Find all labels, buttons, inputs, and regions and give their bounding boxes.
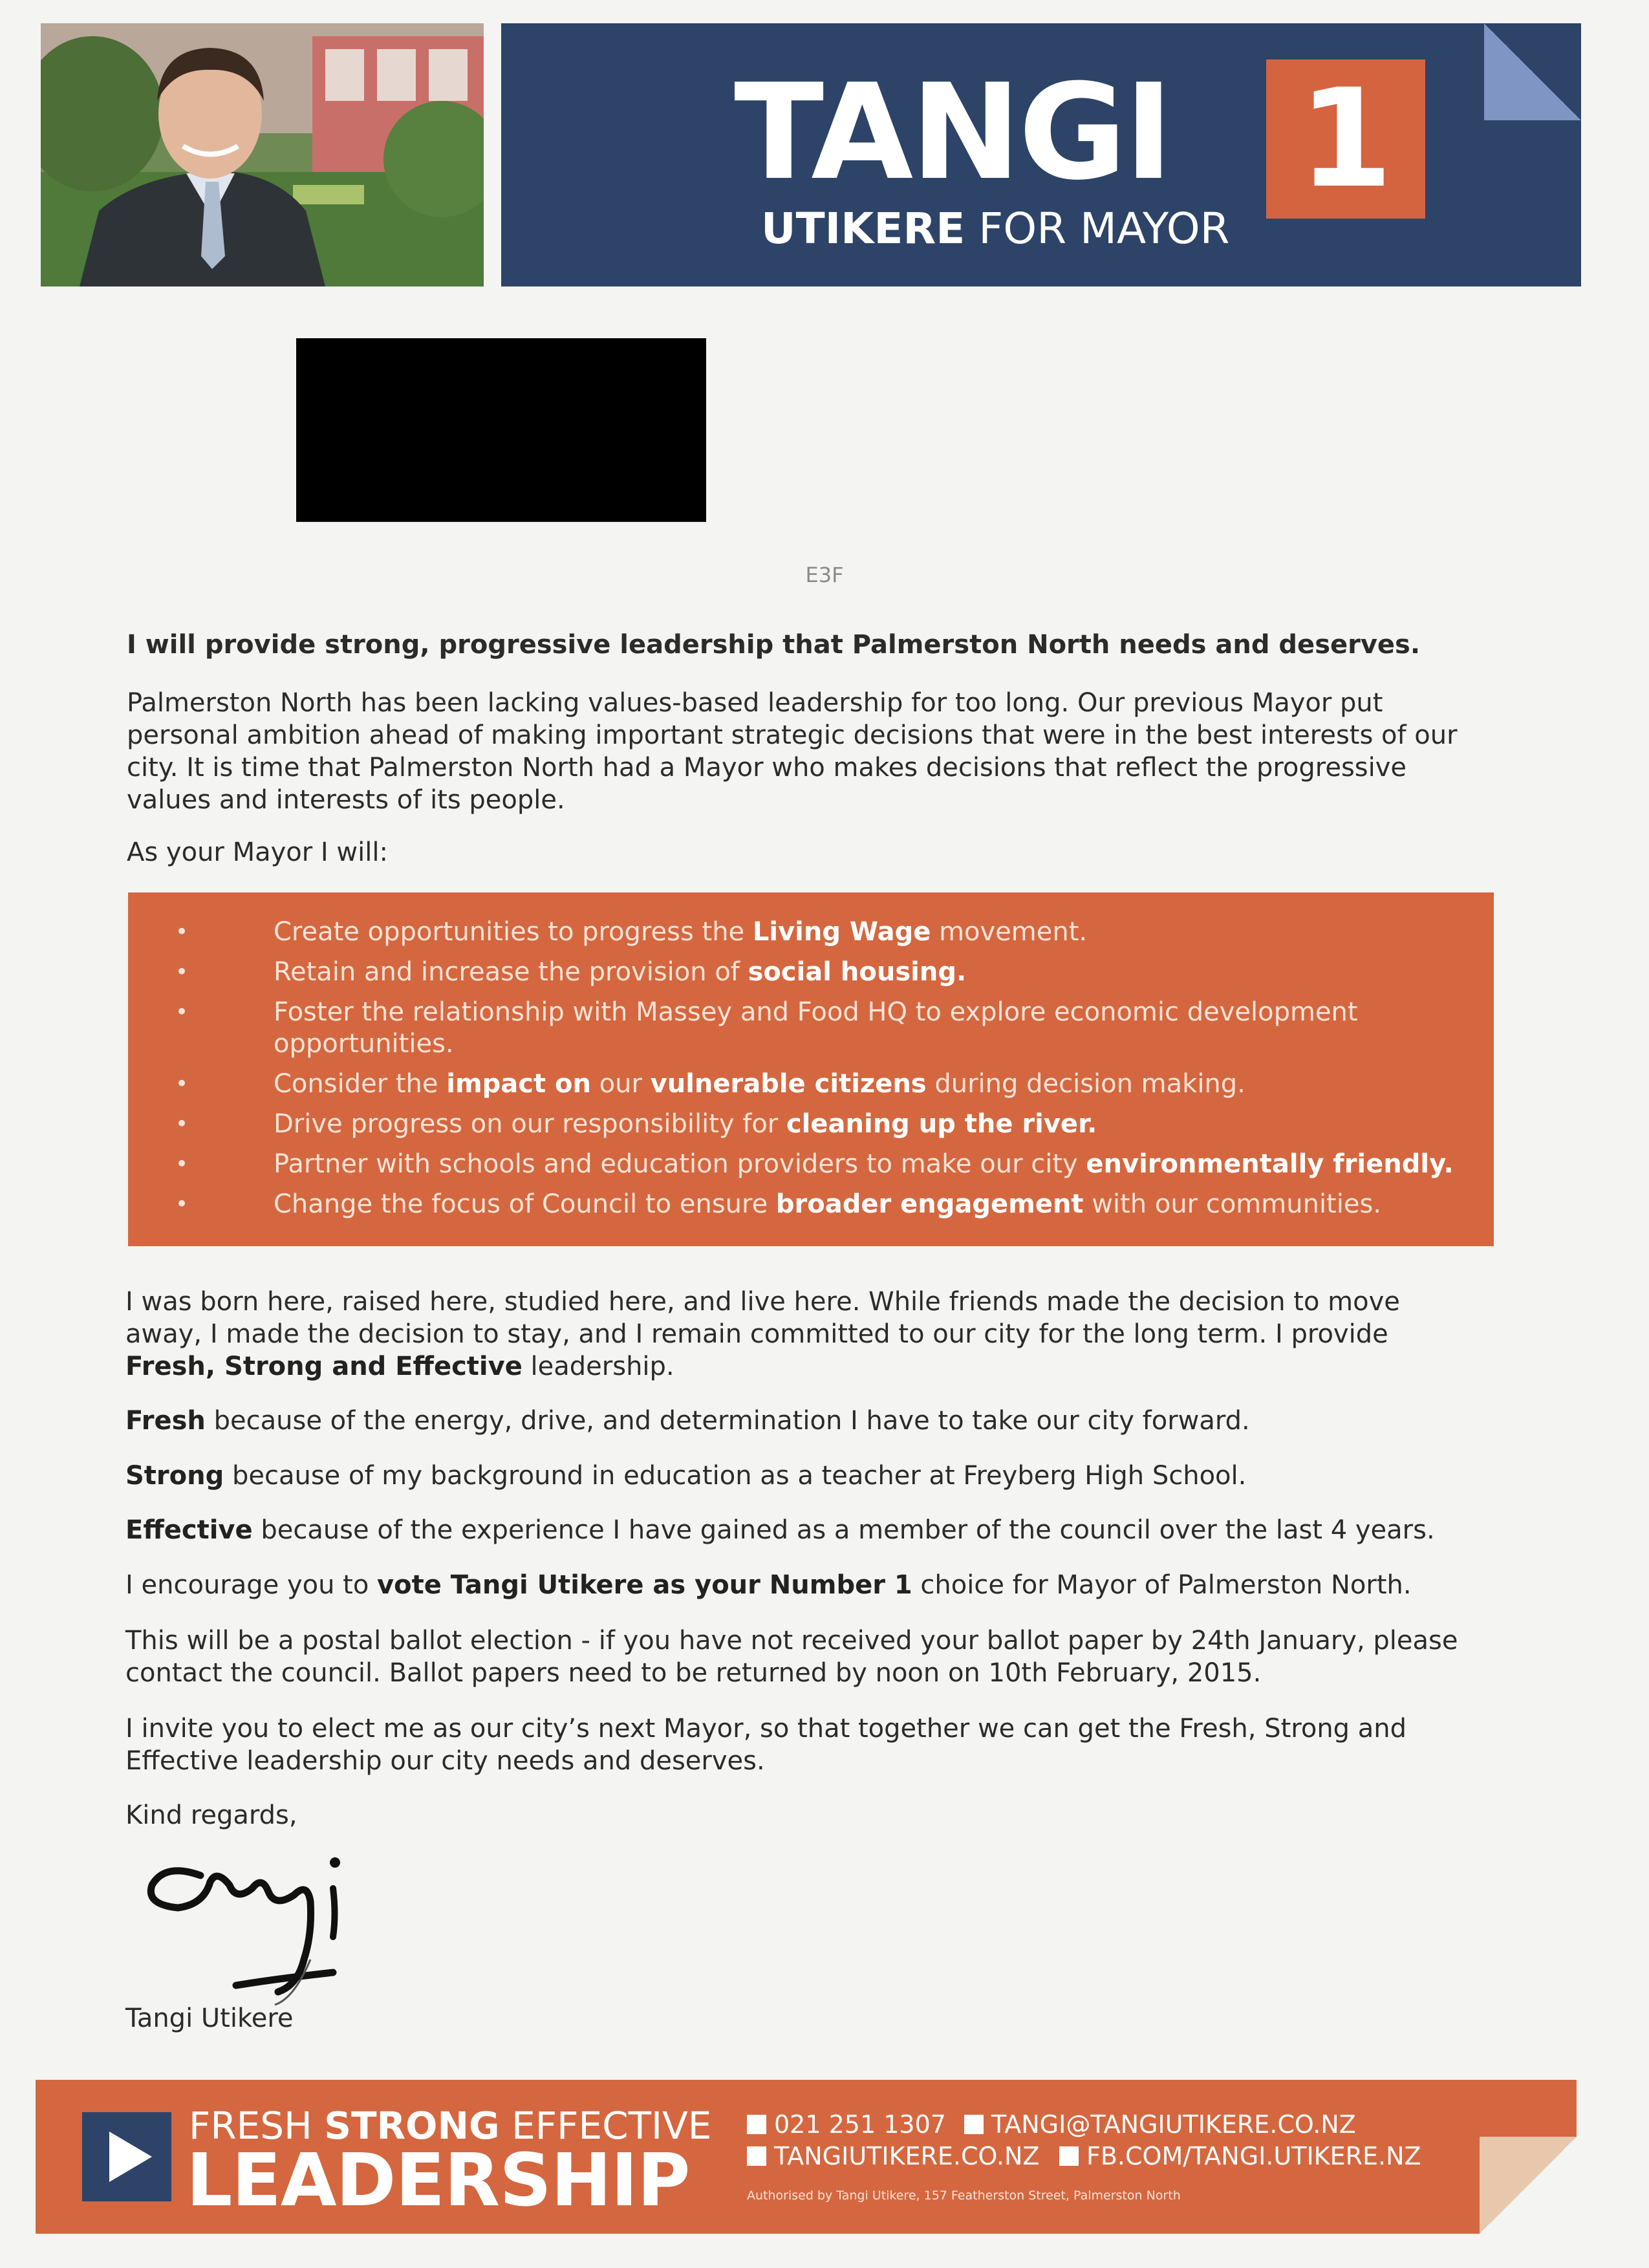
- play-icon: [82, 2112, 171, 2201]
- contact-phone: 021 251 1307: [747, 2112, 946, 2137]
- header-banner: [501, 23, 1581, 286]
- mailing-code: E3F: [805, 563, 844, 587]
- effective-paragraph: Effective because of the experience I have gained as a member of the council over the last 4 years.: [125, 1515, 1435, 1545]
- number-one-badge: 1: [1266, 59, 1425, 219]
- as-mayor-lead-in: As your Mayor I will:: [127, 837, 388, 867]
- tagline-top: FRESH STRONG EFFECTIVE: [189, 2104, 712, 2148]
- bullet-square-icon: [964, 2115, 984, 2134]
- background-paragraph: I was born here, raised here, studied here, and live here. While friends made the decision to move away, I made the decision to stay, and I remain committed to our city for the long term. I provide Fresh, Strong and Effective leadership.: [125, 1287, 1400, 1381]
- invitation-paragraph: I invite you to elect me as our city’s next Mayor, so that together we can get the Fresh, Strong and Effective leadership our city needs and deserves.: [125, 1714, 1407, 1776]
- fresh-paragraph: Fresh because of the energy, drive, and determination I have to take our city forward.: [125, 1406, 1250, 1436]
- strong-paragraph: Strong because of my background in education as a teacher at Freyberg High School.: [125, 1461, 1247, 1491]
- signatory-name: Tangi Utikere: [125, 2003, 294, 2033]
- redacted-address-block: [296, 338, 706, 522]
- vote-encouragement: I encourage you to vote Tangi Utikere as your Number 1 choice for Mayor of Palmerston North.: [125, 1570, 1412, 1600]
- contact-email: TANGI@TANGIUTIKERE.CO.NZ: [964, 2112, 1356, 2137]
- contact-facebook: FB.COM/TANGI.UTIKERE.NZ: [1059, 2144, 1421, 2168]
- bullet-square-icon: [747, 2115, 766, 2134]
- policy-list-box: • Create opportunities to progress the Living Wage movement. • Retain and increase the provision of social housing. • Foster the relationship with Massey and Food HQ to explore economic development opportunities. • Consider the impact on our vulnerable citizens during decision making. • Drive progress on our responsibility for cleaning up the river. • Partner with schools and education providers to make our city environmentally friendly. • Change the focus of Council to ensure broader engagement with our communities.: [128, 892, 1494, 1246]
- bullet-square-icon: [747, 2146, 766, 2166]
- tagline-leadership: LEADERSHIP: [186, 2139, 690, 2223]
- closing-salutation: Kind regards,: [125, 1800, 297, 1830]
- footer-banner: [36, 2080, 1577, 2234]
- contact-website: TANGIUTIKERE.CO.NZ: [747, 2144, 1039, 2168]
- handwritten-signature: [139, 1830, 411, 2018]
- intro-paragraph: Palmerston North has been lacking values-based leadership for too long. Our previous Mayor put personal ambition ahead of making important strategic decisions that were in the best interests of our city. It is time that Palmerston North had a Mayor who makes decisions that reflect the progressive values and interests of its people.: [127, 688, 1458, 815]
- bullet-square-icon: [1059, 2146, 1079, 2166]
- intro-heading: I will provide strong, progressive leadership that Palmerston North needs and deserves.: [127, 630, 1421, 660]
- for-mayor-subtitle: UTIKERE FOR MAYOR: [761, 204, 1230, 254]
- candidate-photo: [41, 23, 484, 286]
- authorisation-statement: Authorised by Tangi Utikere, 157 Featherston Street, Palmerston North: [747, 2188, 1181, 2203]
- candidate-first-name: TANGI: [734, 56, 1171, 210]
- postal-ballot-notice: This will be a postal ballot election - if you have not received your ballot paper by 24th January, please contact the council. Ballot papers need to be returned by noon on 10th February, 2015.: [125, 1626, 1458, 1688]
- page-curl-corner: [1484, 23, 1581, 120]
- page-curl-corner: [1480, 2137, 1577, 2234]
